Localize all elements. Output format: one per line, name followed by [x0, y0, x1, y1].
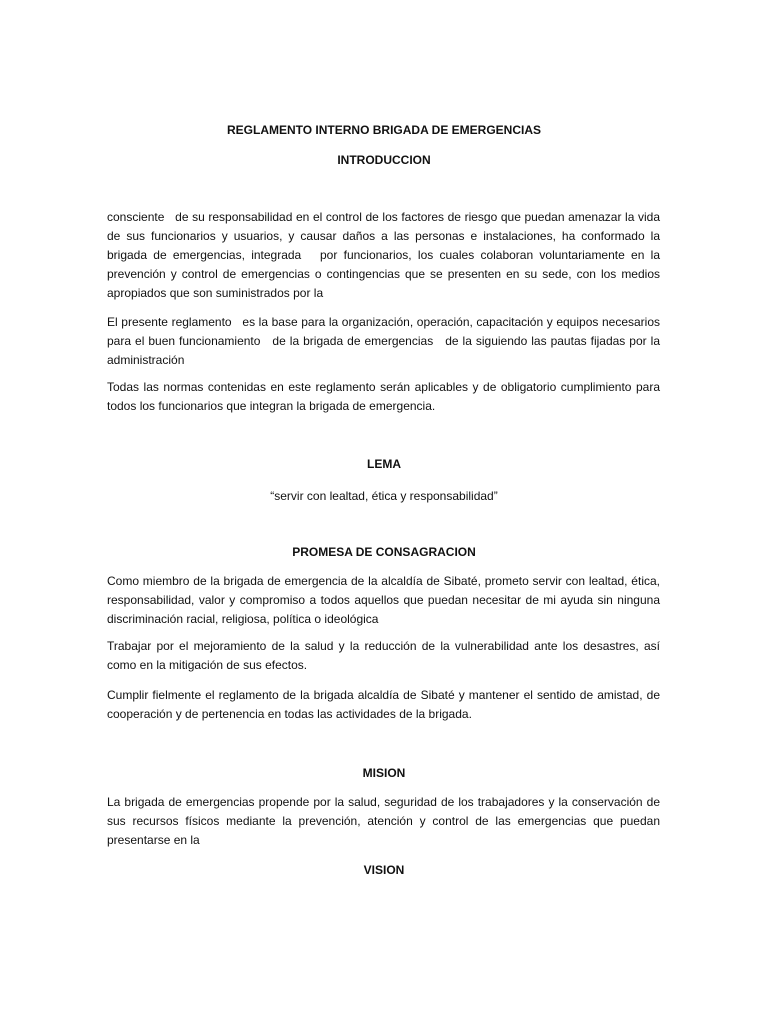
lema-text: “servir con lealtad, ética y responsabilidad” [270, 489, 498, 503]
promesa-paragraph: Cumplir fielmente el reglamento de la brigada alcaldía de Sibaté y mantener el sentido de amistad, de cooperación y de pertenencia en todas las actividades de la brigada. [107, 688, 664, 721]
mision-paragraph: La brigada de emergencias propende por la salud, seguridad de los trabajadores y la conservación de sus recursos físicos mediante la prevención, atención y control de las emergencias que puedan presentarse en la [107, 795, 664, 847]
document-title: REGLAMENTO INTERNO BRIGADA DE EMERGENCIAS [226, 123, 541, 137]
promesa-paragraph: Como miembro de la brigada de emergencia de la alcaldía de Sibaté, prometo servir con lealtad, ética, responsabilidad, valor y compromiso a todos aquellos que puedan necesitar de mi ayuda sin ninguna discriminación racial, religiosa, política o ideológica [107, 574, 664, 626]
promesa-heading: PROMESA DE CONSAGRACION [292, 545, 476, 559]
intro-paragraph: consciente de su responsabilidad en el control de los factores de riesgo que puedan amenazar la vida de sus funcionarios y usuarios, y causar daños a las personas e instalaciones, ha conformado la brigada de emergencias, integrada por funcionarios, los cuales colaboran voluntariamente en la prevención y control de emergencias o contingencias que se presenten en su sede, con los medios apropiados que son suministrados por la [107, 210, 664, 300]
vision-heading: VISION [363, 863, 405, 877]
mision-heading: MISION [362, 766, 406, 780]
lema-heading: LEMA [367, 457, 401, 471]
intro-paragraph: Todas las normas contenidas en este reglamento serán aplicables y de obligatorio cumplimiento para todos los funcionarios que integran la brigada de emergencia. [107, 380, 664, 413]
promesa-paragraph: Trabajar por el mejoramiento de la salud y la reducción de la vulnerabilidad ante los desastres, así como en la mitigación de sus efectos. [107, 639, 664, 672]
intro-paragraph: El presente reglamento es la base para la organización, operación, capacitación y equipos necesarios para el buen funcionamiento de la brigada de emergencias de la siguiendo las pautas fijadas por la administración [107, 315, 664, 367]
introduccion-heading: INTRODUCCION [337, 153, 431, 167]
